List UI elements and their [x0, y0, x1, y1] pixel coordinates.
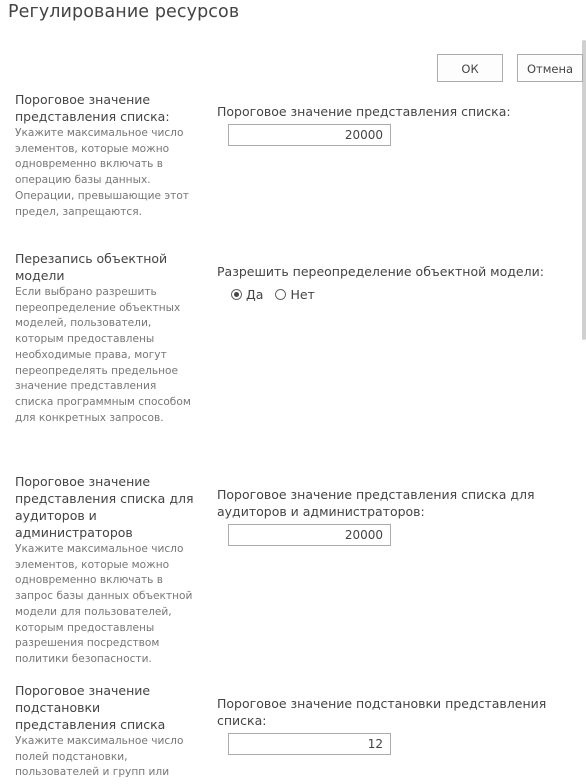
scrollbar[interactable]: [582, 40, 586, 340]
field-block: [217, 103, 582, 146]
section-description: Укажите максимальное число полей подстановки, пользователей и групп или: [15, 735, 184, 779]
section-description: Если выбрано разрешить переопределение объектных моделей, пользователи, которым предоставлены необходимые права, могут переопределять предельное значение представления списка программным способом для конкретных запросов.: [15, 286, 191, 424]
radio-option-yes[interactable]: [231, 287, 263, 302]
section-description: Укажите максимальное число элементов, которые можно одновременно включать в операцию базы данных. Операции, превышающие этот предел, запрещаются.: [15, 127, 189, 218]
auditor-admin-threshold-input[interactable]: [228, 524, 391, 546]
section-description-block: [15, 91, 190, 220]
radio-label: Да: [246, 286, 264, 302]
radio-unchecked-icon[interactable]: [275, 289, 286, 300]
field-label: Пороговое значение представления списка для аудиторов и администраторов:: [217, 487, 535, 519]
section-description-block: [15, 250, 195, 426]
section-description-block: [15, 473, 200, 668]
section-title: Пороговое значение подстановки представления списка: [15, 683, 166, 732]
radio-label: Нет: [290, 286, 315, 302]
cancel-button[interactable]: Отмена: [517, 54, 583, 82]
ok-button[interactable]: ОК: [437, 54, 503, 82]
field-label: Разрешить переопределение объектной модели:: [217, 264, 544, 279]
section-description: Укажите максимальное число элементов, которые можно одновременно включать в запрос базы данных объектной модели для пользователей, которым предоставлены разрешения посредством политики безопасности.: [15, 543, 193, 665]
section-title: Перезапись объектной модели: [15, 251, 168, 283]
section-title: Пороговое значение представления списка для аудиторов и администраторов: [15, 474, 194, 540]
list-view-threshold-input[interactable]: [228, 124, 391, 146]
override-radio-group: [231, 286, 582, 302]
field-label: Пороговое значение подстановки представления списка:: [217, 696, 547, 728]
section-title: Пороговое значение представления списка:: [15, 92, 170, 124]
lookup-threshold-input[interactable]: [228, 733, 391, 755]
field-block: [217, 695, 582, 755]
page-title: Регулирование ресурсов: [8, 2, 240, 22]
field-block: [217, 263, 582, 302]
radio-checked-icon[interactable]: [231, 289, 242, 300]
field-block: [217, 486, 582, 546]
section-description-block: [15, 682, 190, 781]
field-label: Пороговое значение представления списка:: [217, 104, 511, 119]
radio-option-no[interactable]: [275, 287, 314, 302]
